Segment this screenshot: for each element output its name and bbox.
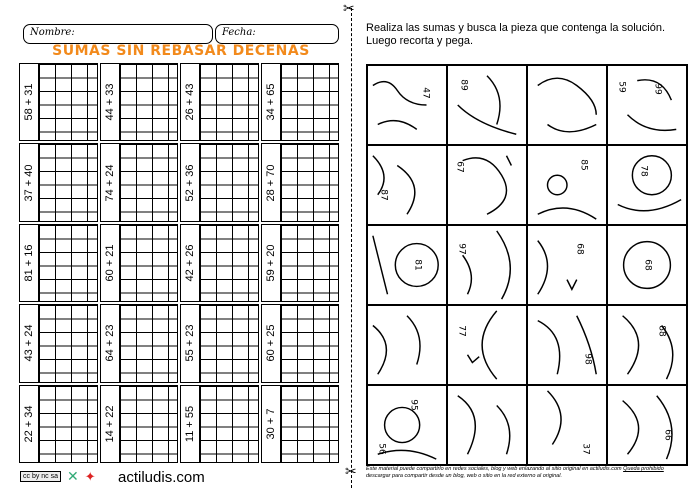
- answer-squares[interactable]: [200, 225, 258, 301]
- puzzle-piece[interactable]: [367, 65, 447, 145]
- puzzle-piece[interactable]: [367, 225, 447, 305]
- answer-squares[interactable]: [281, 64, 339, 140]
- puzzle-piece[interactable]: [527, 145, 607, 225]
- exercise-cell: [19, 304, 98, 382]
- exercise-cell: [19, 143, 98, 221]
- piece-number: 68: [642, 259, 653, 271]
- piece-number: 88: [656, 325, 667, 337]
- cut-line: [351, 8, 352, 488]
- exercise-cell: [180, 304, 259, 382]
- exercise-label: 26 + 43: [184, 83, 196, 121]
- exercise-label: 52 + 36: [184, 164, 196, 202]
- puzzle-piece[interactable]: [367, 145, 447, 225]
- exercise-label: 81 + 16: [23, 244, 35, 282]
- fecha-field[interactable]: [215, 24, 339, 44]
- site-name[interactable]: actiludis.com: [118, 469, 205, 486]
- exercise-label: 55 + 23: [184, 324, 196, 362]
- exercise-cell: [100, 63, 179, 141]
- exercise-label: 60 + 25: [264, 324, 277, 362]
- piece-number: 68: [574, 243, 585, 255]
- answer-squares[interactable]: [120, 144, 178, 220]
- answer-squares[interactable]: [200, 305, 258, 381]
- puzzle-piece[interactable]: [607, 145, 687, 225]
- footer-logos: [20, 468, 96, 485]
- puzzle-piece[interactable]: [527, 65, 607, 145]
- piece-number: 37: [580, 443, 591, 455]
- exercise-label: 74 + 24: [103, 164, 116, 202]
- exercise-label: 42 + 26: [184, 244, 196, 282]
- exercise-cell: [261, 143, 340, 221]
- answer-squares[interactable]: [39, 305, 97, 381]
- nombre-field[interactable]: [23, 24, 213, 44]
- scissors-icon: ✂: [343, 0, 355, 16]
- answer-squares[interactable]: [39, 64, 97, 140]
- instructions: Realiza las sumas y busca la pieza que contenga la solución. Luego recorta y pega.: [366, 22, 666, 47]
- exercise-label: 30 + 7: [264, 408, 277, 440]
- exercise-label: 64 + 23: [103, 324, 116, 362]
- piece-number: 78: [638, 165, 649, 177]
- piece-number: 85: [578, 159, 589, 171]
- exercise-label: 58 + 31: [23, 83, 35, 121]
- exercise-cell: [180, 224, 259, 302]
- exercise-cell: [180, 385, 259, 463]
- piece-number: 95: [408, 399, 419, 411]
- exercise-cell: [100, 224, 179, 302]
- puzzle-piece[interactable]: [367, 385, 447, 465]
- puzzle-piece[interactable]: [447, 65, 527, 145]
- exercise-cell: [261, 385, 340, 463]
- exercise-label: 43 + 24: [23, 324, 35, 362]
- puzzle-piece[interactable]: [607, 65, 687, 145]
- scissors-icon: ✂: [345, 463, 357, 479]
- piece-number: 77: [456, 325, 467, 337]
- cc-license-badge: cc by nc sa: [20, 471, 61, 482]
- piece-number: 67: [454, 161, 465, 173]
- exercise-cell: [19, 385, 98, 463]
- exercise-cell: [19, 224, 98, 302]
- answer-squares[interactable]: [281, 305, 339, 381]
- exercise-cell: [180, 143, 259, 221]
- piece-number: 89: [458, 79, 469, 91]
- puzzle-piece[interactable]: [527, 305, 607, 385]
- puzzle-piece[interactable]: [367, 305, 447, 385]
- exercise-cell: [100, 385, 179, 463]
- exercise-grid: [19, 63, 339, 463]
- exercise-label: 22 + 34: [23, 405, 35, 443]
- exercise-label: 11 + 55: [184, 405, 196, 442]
- puzzle-piece[interactable]: [527, 225, 607, 305]
- piece-number: 98: [582, 353, 593, 365]
- answer-squares[interactable]: [39, 386, 97, 462]
- piece-number: 87: [378, 189, 389, 201]
- exercise-label: 28 + 70: [264, 164, 277, 202]
- exercise-label: 44 + 33: [103, 83, 116, 121]
- puzzle-piece[interactable]: [607, 305, 687, 385]
- puzzle-piece[interactable]: [607, 385, 687, 465]
- fecha-label: Fecha:: [222, 27, 256, 38]
- puzzle-piece[interactable]: [447, 305, 527, 385]
- prohibited-link[interactable]: Queda prohibido: [623, 466, 664, 472]
- exercise-label: 14 + 22: [103, 405, 116, 443]
- answer-squares[interactable]: [200, 144, 258, 220]
- answer-squares[interactable]: [281, 386, 339, 462]
- answer-squares[interactable]: [200, 386, 258, 462]
- exercise-cell: [19, 63, 98, 141]
- footer-note: Este material puede compartirlo en redes sociales, blog y web enlazando al sitio original en actiludis.com Queda prohibido descargar para compartir desde un blog, web o sitio en la red externo al original.: [366, 466, 664, 479]
- piece-number: 59: [616, 81, 627, 93]
- puzzle-piece[interactable]: [447, 145, 527, 225]
- answer-squares[interactable]: [120, 305, 178, 381]
- puzzle-grid: [366, 64, 688, 466]
- piece-number: 97: [456, 243, 467, 255]
- piece-number: 81: [412, 259, 423, 271]
- exercise-cell: [261, 224, 340, 302]
- piece-number: 47: [420, 87, 431, 99]
- exercise-cell: [180, 63, 259, 141]
- piece-number: 56: [376, 443, 387, 455]
- piece-number: 99: [652, 83, 663, 95]
- worksheet-title: SUMAS SIN REBASAR DECENAS: [52, 43, 310, 59]
- answer-squares[interactable]: [120, 386, 178, 462]
- piece-number: 66: [662, 429, 673, 441]
- puzzle-piece[interactable]: [527, 385, 607, 465]
- answer-squares[interactable]: [39, 144, 97, 220]
- brand-x-icon: ✕: [67, 468, 79, 484]
- puzzle-piece[interactable]: [447, 385, 527, 465]
- answer-squares[interactable]: [281, 225, 339, 301]
- bird-logo-icon: ✦: [84, 468, 96, 484]
- exercise-cell: [261, 304, 340, 382]
- exercise-label: 34 + 65: [264, 83, 277, 121]
- puzzle-piece[interactable]: [607, 225, 687, 305]
- exercise-label: 37 + 40: [23, 164, 35, 202]
- answer-squares[interactable]: [281, 144, 339, 220]
- nombre-label: Nombre:: [30, 27, 75, 38]
- exercise-label: 60 + 21: [103, 244, 116, 282]
- exercise-cell: [100, 304, 179, 382]
- exercise-cell: [261, 63, 340, 141]
- answer-squares[interactable]: [200, 64, 258, 140]
- answer-squares[interactable]: [120, 225, 178, 301]
- answer-squares[interactable]: [120, 64, 178, 140]
- puzzle-piece[interactable]: [447, 225, 527, 305]
- exercise-cell: [100, 143, 179, 221]
- answer-squares[interactable]: [39, 225, 97, 301]
- exercise-label: 59 + 20: [264, 244, 277, 282]
